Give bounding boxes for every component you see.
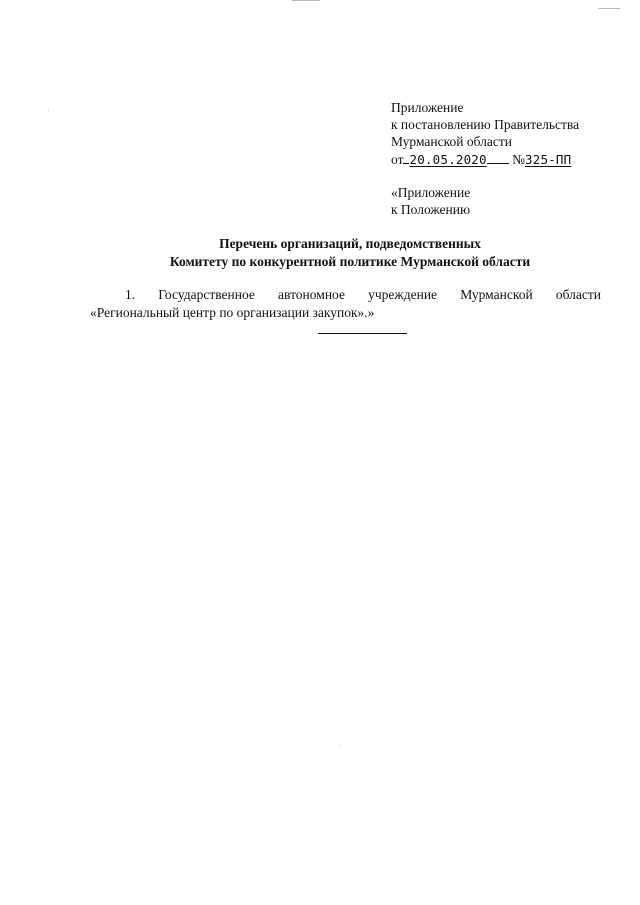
number-sign: № [512, 152, 526, 167]
list-item [90, 286, 601, 322]
date-value: 20.05.2020 [409, 152, 487, 167]
document-title [60, 235, 640, 271]
scan-mark-top-right [598, 8, 620, 9]
sub-appendix-line-2: к Положению [391, 202, 471, 217]
scan-mark-left [48, 110, 49, 111]
scan-mark-mid [340, 745, 341, 746]
date-prefix: от [391, 152, 404, 167]
approval-line-3: Мурманской области [391, 134, 512, 149]
approval-line-1: Приложение [391, 100, 464, 115]
list-item-line-1: 1. Государственное автономное учреждение Мурманской области [125, 287, 601, 302]
number-value: 325-ПП [525, 152, 572, 167]
title-line-1: Перечень организаций, подведомственных [219, 236, 481, 251]
sub-appendix-block [391, 184, 611, 218]
list-item-line-2: «Региональный центр по организации закупок».» [90, 305, 375, 320]
title-line-2: Комитету по конкурентной политике Мурманской области [169, 254, 531, 269]
sub-appendix-line-1: «Приложение [391, 185, 471, 200]
separator-line [318, 333, 407, 334]
date-underline-end [487, 150, 509, 164]
scan-mark-top [292, 0, 320, 1]
approval-date-line [391, 150, 621, 168]
approval-line-2: к постановлению Правительства [391, 117, 580, 132]
approval-block [391, 99, 621, 168]
